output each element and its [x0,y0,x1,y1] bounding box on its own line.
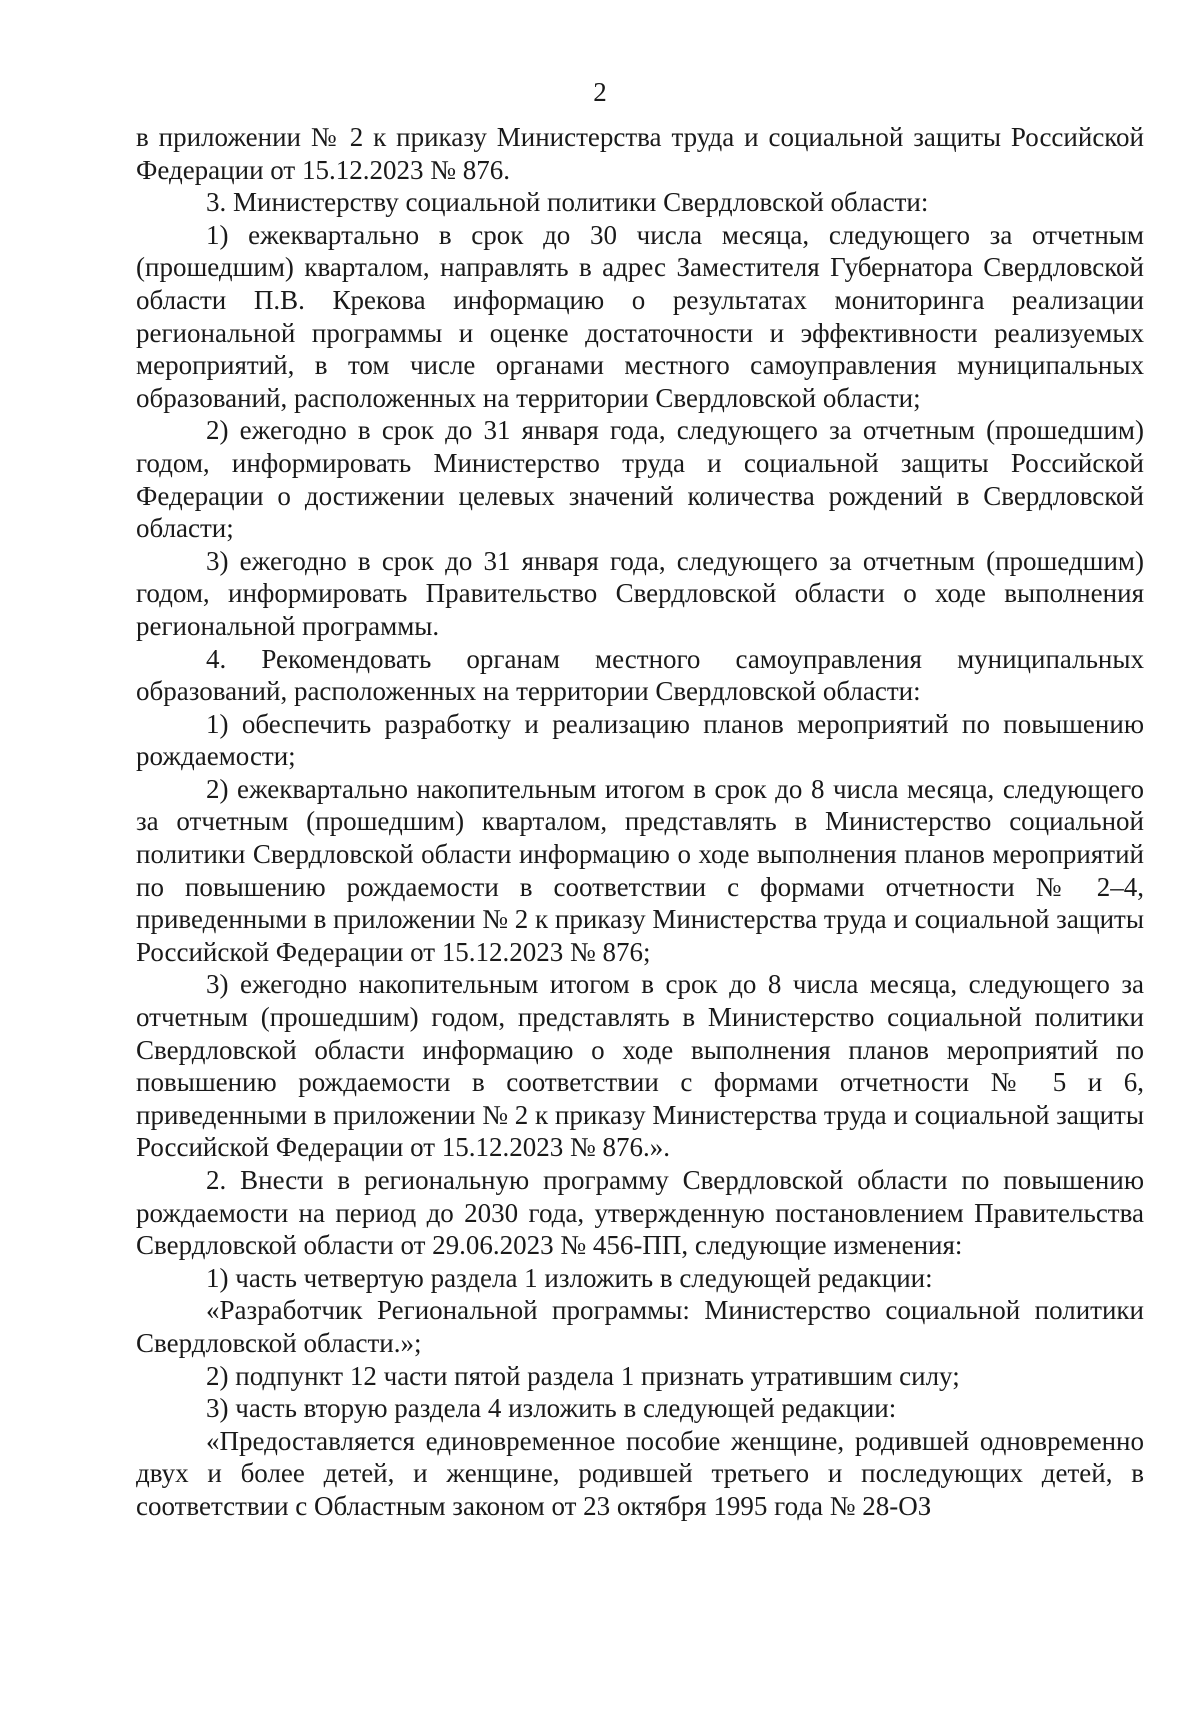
paragraph-continuation: в приложении № 2 к приказу Министерства труда и социальной защиты Российской Федерации от 15.12.2023 № 876. [136,122,1144,185]
paragraph-section-2-2: 2) подпункт 12 части пятой раздела 1 признать утратившим силу; [206,1360,960,1391]
document-body [136,121,1144,1523]
paragraph-item-4-2: 2) ежеквартально накопительным итогом в срок до 8 числа месяца, следующего за отчетным (прошедшим) кварталом, представлять в Министерство социальной политики Свердловской области информацию о ходе выполнения планов мероприятий по повышению рождаемости в соответствии с формами отчетности № 2–4, приведенными в приложении № 2 к приказу Министерства труда и социальной защиты Российской Федерации от 15.12.2023 № 876; [136,773,1144,967]
paragraph-item-3-1: 1) ежеквартально в срок до 30 числа месяца, следующего за отчетным (прошедшим) кварталом, направлять в адрес Заместителя Губернатора Свердловской области П.В. Крекова информацию о результатах мониторинга реализации региональной программы и оценке достаточности и эффективности реализуемых мероприятий, в том числе органами местного самоуправления муниципальных образований, расположенных на территории Свердловской области; [136,219,1144,413]
paragraph-item-4-1: 1) обеспечить разработку и реализацию планов мероприятий по повышению рождаемости; [136,708,1144,772]
paragraph-item-4: 4. Рекомендовать органам местного самоуправления муниципальных образований, расположенных на территории Свердловской области: [136,643,1144,707]
paragraph-section-2-1: 1) часть четвертую раздела 1 изложить в следующей редакции: [206,1262,933,1293]
paragraph-section-2-3: 3) часть вторую раздела 4 изложить в следующей редакции: [206,1393,897,1424]
paragraph-quote-developer: «Разработчик Региональной программы: Министерство социальной политики Свердловской области.»; [136,1295,1144,1358]
paragraph-item-3-2: 2) ежегодно в срок до 31 января года, следующего за отчетным (прошедшим) годом, информировать Министерство труда и социальной защиты Российской Федерации о достижении целевых значений количества рождений в Свердловской области; [136,415,1144,544]
paragraph-section-2: 2. Внести в региональную программу Свердловской области по повышению рождаемости на период до 2030 года, утвержденную постановлением Правительства Свердловской области от 29.06.2023 № 456-ПП, следующие изменения: [136,1165,1144,1261]
paragraph-item-3: 3. Министерству социальной политики Свердловской области: [206,187,929,218]
paragraph-item-3-3: 3) ежегодно в срок до 31 января года, следующего за отчетным (прошедшим) годом, информировать Правительство Свердловской области о ходе выполнения региональной программы. [136,545,1144,641]
page-number: 2 [593,77,607,107]
paragraph-item-4-3: 3) ежегодно накопительным итогом в срок до 8 числа месяца, следующего за отчетным (прошедшим) годом, представлять в Министерство социальной политики Свердловской области информацию о ходе выполнения планов мероприятий по повышению рождаемости в соответствии с формами отчетности № 5 и 6, приведенными в приложении № 2 к приказу Министерства труда и социальной защиты Российской Федерации от 15.12.2023 № 876.». [136,969,1144,1163]
paragraph-quote-allowance: «Предоставляется единовременное пособие женщине, родившей одновременно двух и более детей, и женщине, родившей третьего и последующих детей, в соответствии с Областным законом от 23 октября 1995 года № 28-ОЗ [136,1425,1144,1521]
